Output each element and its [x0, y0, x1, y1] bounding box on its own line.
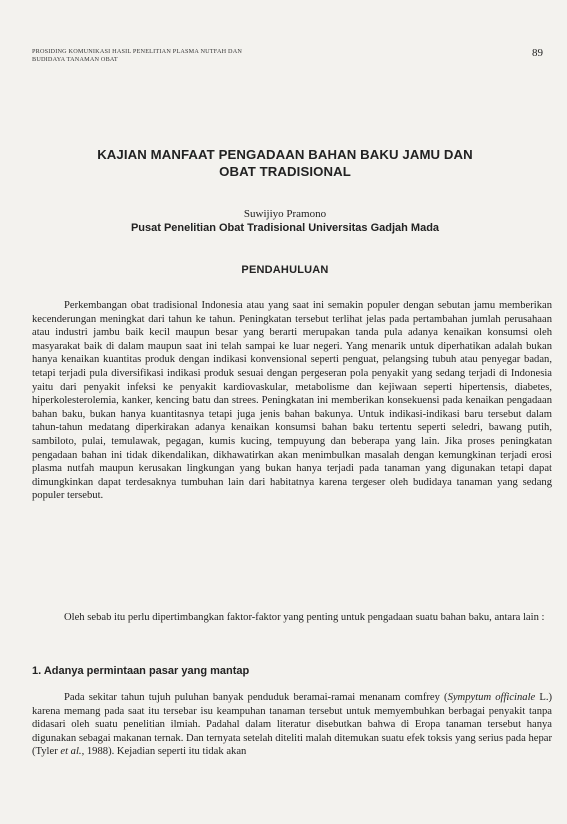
section-heading-pendahuluan: PENDAHULUAN [241, 264, 329, 276]
running-header-line1: PROSIDING KOMUNIKASI HASIL PENELITIAN PLASMA NUTFAH DAN [32, 48, 243, 55]
sub1-text-b: L.) karena memang pada saat itu tersebar isu keampuhan tanaman tersebut untuk memyembuhkan berbagai penyakit tanpa didasari oleh suatu penelitian ilmiah. Padahal dalam literatur disebutkan bahwa di Eropa tanaman tersebut hanya digunakan sebagai makanan ternak. Dan ternyata setelah diteliti malah ditemukan suatu efek toksis yang serius pada hepar (Tyler [32, 692, 552, 758]
subheading-market-demand: 1. Adanya permintaan pasar yang mantap [32, 665, 250, 677]
article-title [40, 146, 530, 180]
intro-paragraph [32, 299, 552, 503]
sub1-text-a: Pada sekitar tahun tujuh puluhan banyak penduduk beramai-ramai menanam comfrey ( [64, 692, 448, 703]
factors-paragraph [32, 611, 552, 625]
running-header [32, 48, 362, 64]
et-al: et al., [60, 746, 85, 758]
author-affiliation: Pusat Penelitian Obat Tradisional Universitas Gadjah Mada [130, 222, 440, 234]
article-title-line1: KAJIAN MANFAAT PENGADAAN BAHAN BAKU JAMU DAN [97, 147, 473, 162]
article-title-line2: OBAT TRADISIONAL [219, 164, 351, 179]
intro-paragraph-text: Perkembangan obat tradisional Indonesia atau yang saat ini semakin populer dengan sebutan jamu memberikan kecenderungan meningkat dari tahun ke tahun. Peningkatan tersebut terlihat jelas pada pertambahan jumlah perusahaan atau industri jambu baik kecil maupun besar yang berarti merupakan tanda pula adanya kenaikan konsumsi oleh masyarakat baik di dalam maupun saat ini telah sampai ke luar negeri. Yang menarik untuk diperhatikan adalah bukan hanya kenaikan kuantitas produk dengan indikasi konvensional seperti penguat, pelangsing tubuh atau penyegar badan, tetapi terjadi pula diversifikasi indikasi produk sesuai dengan pergeseran pola penyakit yang sedang terjadi di Indonesia yaitu dari penyakit infeksi ke penyakit kardiovaskular, metabolisme dan kejiwaan seperti hipertensis, diabetes, hiperkolesterolemia, kanker, kencing batu dan strees. Peningkatan ini memberikan konsekuensi pada kenaikan pengadaan bahan baku, bukan hanya kuantitasnya tetapi juga jenis bahan bakunya. Untuk indikasi-indikasi baru tersebut dalam tahun-tahun medatang diperkirakan adanya kenaikan konsumsi bahan baku tertentu seperti seledri, bawang putih, sambiloto, pulai, temulawak, pegagan, kumis kucing, tempuyung dan beberapa yang lain. Jika proses peningkatan pengadaan bahan ini tidak dikendalikan, dikhawatirkan akan menimbulkan masalah dengan kemungkinan terjadi erosi plasma nutfah maupun kerusakan lingkungan yang bukan hanya terjadi pada tanaman yang digunakan tetapi dapat dimungkinkan dapat terdesaknya tumbuhan lain dari habitatnya karena tergeser oleh budidaya tanaman yang sedang populer tersebut. [32, 300, 552, 502]
sub1-text-c: 1988). Kejadian seperti itu tidak akan [84, 746, 247, 758]
species-name: Sympytum officinale [447, 692, 536, 703]
running-header-line2: BUDIDAYA TANAMAN OBAT [32, 56, 118, 63]
market-demand-paragraph [32, 691, 552, 759]
page-number: 89 [532, 47, 543, 59]
author-name: Suwijiyo Pramono [243, 208, 327, 220]
factors-paragraph-text: Oleh sebab itu perlu dipertimbangkan faktor-faktor yang penting untuk pengadaan suatu bahan baku, antara lain : [64, 612, 545, 623]
